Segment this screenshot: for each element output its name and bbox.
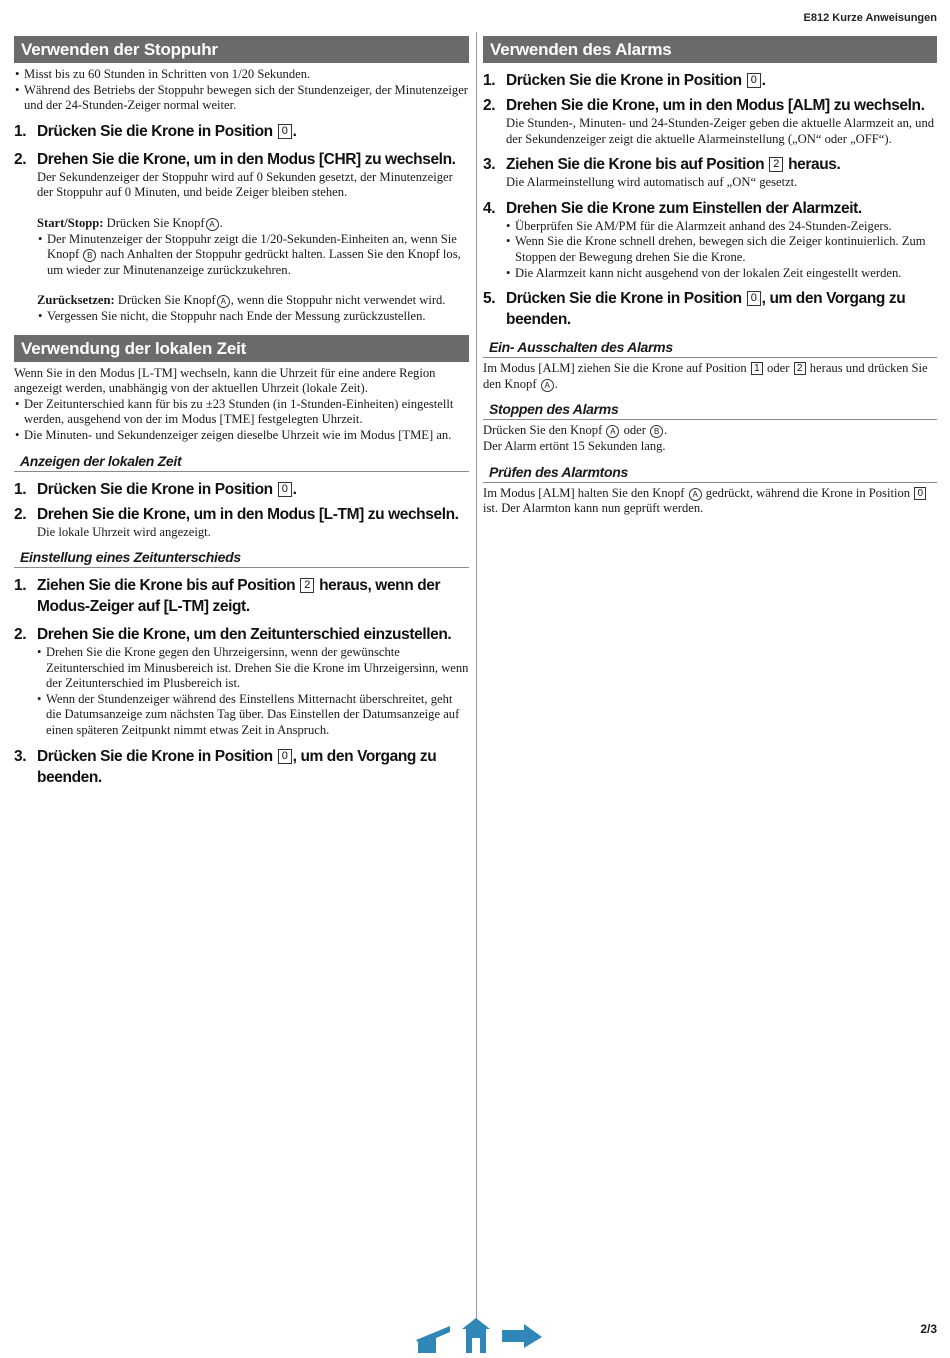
stopwatch-heading: Verwenden der Stoppuhr bbox=[14, 36, 469, 63]
button-a-icon: A bbox=[689, 488, 702, 501]
step-text: heraus, wenn der Modus-Zeiger auf [L-TM] zeigt. bbox=[37, 577, 441, 616]
paragraph-text: Drücken Sie den Knopf bbox=[483, 423, 603, 438]
show-local-time-subheading: Anzeigen der lokalen Zeit bbox=[14, 452, 469, 472]
crown-position-icon: 2 bbox=[769, 157, 783, 172]
step-description: Die Stunden-, Minuten- und 24-Stunden-Zeiger geben die aktuelle Alarmzeit an, und der Sekundenzeiger zeigt die aktuelle Alarmeinstellung („ON“ oder „OFF“). bbox=[506, 116, 935, 146]
button-a-icon: A bbox=[606, 425, 619, 438]
step-text: Ziehen Sie die Krone bis auf Position bbox=[37, 577, 296, 595]
sentence-end: . bbox=[554, 376, 558, 391]
crown-position-icon: 0 bbox=[747, 73, 761, 88]
button-a-icon: A bbox=[217, 295, 230, 308]
alarm-step-2 bbox=[483, 95, 937, 116]
stopwatch-bullets bbox=[14, 67, 469, 114]
step-end: . bbox=[292, 480, 297, 498]
step-number: 2. bbox=[483, 97, 496, 114]
alarm-step-4-bullets bbox=[505, 219, 937, 281]
step-description: Die lokale Uhrzeit wird angezeigt. bbox=[37, 524, 211, 539]
page-navigation bbox=[414, 1318, 544, 1353]
button-a-icon: A bbox=[541, 379, 554, 392]
step-number: 1. bbox=[14, 480, 27, 498]
crown-position-icon: 0 bbox=[914, 487, 926, 500]
start-stop-text: Drücken Sie Knopf bbox=[106, 215, 205, 230]
paragraph-text: gedrückt, während die Krone in Position bbox=[705, 485, 911, 500]
stopwatch-step-2-body bbox=[14, 170, 469, 325]
step-number: 3. bbox=[483, 156, 496, 174]
bullet-text: nach Anhalten der Stoppuhr gedrückt halten. Lassen Sie den Knopf los, um wieder zur Minutenanzeige zurückzukehren. bbox=[47, 247, 461, 277]
start-stop-line bbox=[37, 216, 469, 232]
step-number: 2. bbox=[14, 626, 27, 644]
reset-label: Zurücksetzen: bbox=[37, 293, 115, 308]
time-diff-step-2 bbox=[14, 624, 469, 645]
time-diff-step-2-bullets bbox=[36, 645, 469, 739]
list-item: • Wenn Sie die Krone schnell drehen, bewegen sich die Zeiger kontinuierlich. Zum Stoppen der Bewegung drehen Sie die Krone. bbox=[505, 234, 937, 265]
nav-icons bbox=[414, 1318, 544, 1353]
step-text: Drehen Sie die Krone, um den Zeitunterschied einzustellen. bbox=[37, 626, 452, 644]
step-text: Drücken Sie die Krone in Position bbox=[37, 480, 273, 498]
next-page-arrow-icon[interactable] bbox=[502, 1324, 542, 1348]
stopwatch-step-1 bbox=[14, 121, 469, 142]
step-text: Drehen Sie die Krone, um in den Modus [CHR] zu wechseln. bbox=[37, 150, 456, 168]
list-item: • Misst bis zu 60 Stunden in Schritten von 1/20 Sekunden. bbox=[14, 67, 469, 83]
check-alarm-subheading: Prüfen des Alarmtons bbox=[483, 463, 937, 483]
step-number: 1. bbox=[14, 122, 27, 140]
list-item bbox=[37, 232, 469, 279]
button-a-icon: A bbox=[206, 218, 219, 231]
paragraph-text: oder bbox=[623, 423, 646, 438]
crown-position-icon: 1 bbox=[751, 362, 763, 375]
step-number: 2. bbox=[14, 505, 27, 523]
page-number: 2/3 bbox=[920, 1322, 937, 1336]
step-text: Drehen Sie die Krone, um in den Modus [ALM] zu wechseln. bbox=[506, 97, 925, 114]
paragraph-text: Im Modus [ALM] ziehen Sie die Krone auf Position bbox=[483, 361, 747, 376]
list-item: • Überprüfen Sie AM/PM für die Alarmzeit anhand des 24-Stunden-Zeigers. bbox=[505, 219, 937, 235]
list-item: • Der Zeitunterschied kann für bis zu ±23 Stunden (in 1-Stunden-Einheiten) eingestellt werden, ausgehend von der im Modus [TME] festgelegten Uhrzeit. bbox=[14, 397, 469, 428]
crown-position-icon: 0 bbox=[278, 124, 292, 139]
paragraph-text: heraus und drücken Sie den Knopf bbox=[483, 361, 928, 391]
alarm-on-off-text bbox=[483, 361, 937, 392]
document-code: E812 Kurze Anweisungen bbox=[803, 12, 937, 24]
alarm-step-3-body bbox=[483, 175, 937, 191]
step-text: Drücken Sie die Krone in Position bbox=[37, 747, 273, 765]
crown-position-icon: 0 bbox=[747, 291, 761, 306]
list-item: • Wenn der Stundenzeiger während des Einstellens Mitternacht überschreitet, geht die Datumsanzeige zum nächsten Tag über. Das Einstellen der Datumsanzeige auf einen späteren Zeitpunkt nimmt etwas Zeit in Anspruch. bbox=[36, 692, 469, 739]
step-number: 3. bbox=[14, 747, 27, 765]
stop-alarm-subheading: Stoppen des Alarms bbox=[483, 400, 937, 420]
crown-position-icon: 2 bbox=[794, 362, 806, 375]
step-text: , um den Vorgang zu beenden. bbox=[37, 747, 437, 786]
list-item: • Vergessen Sie nicht, die Stoppuhr nach Ende der Messung zurückzustellen. bbox=[37, 309, 469, 325]
sentence-end: . bbox=[219, 215, 223, 230]
crown-position-icon: 2 bbox=[300, 578, 314, 593]
local-time-intro: Wenn Sie in den Modus [L-TM] wechseln, kann die Uhrzeit für eine andere Region angezeigt werden, unabhängig von der aktuellen Uhrzeit (lokale Zeit). bbox=[14, 365, 436, 396]
step-text: Drehen Sie die Krone zum Einstellen der Alarmzeit. bbox=[506, 199, 862, 217]
paragraph-text: oder bbox=[767, 361, 790, 376]
column-divider bbox=[476, 32, 477, 1320]
alarm-on-off-subheading: Ein- Ausschalten des Alarms bbox=[483, 338, 937, 358]
local-time-step-1 bbox=[14, 479, 469, 500]
time-difference-subheading: Einstellung eines Zeitunterschieds bbox=[14, 548, 469, 568]
list-item: • Während des Betriebs der Stoppuhr bewegen sich der Stundenzeiger, der Minutenzeiger und der 24-Stunden-Zeiger normal weiter. bbox=[14, 83, 469, 114]
list-item: • Die Alarmzeit kann nicht ausgehend von der lokalen Zeit eingestellt werden. bbox=[505, 266, 937, 282]
stop-alarm-duration: Der Alarm ertönt 15 Sekunden lang. bbox=[483, 438, 666, 453]
alarm-step-2-body bbox=[483, 116, 937, 147]
button-b-icon: B bbox=[83, 249, 96, 262]
button-b-icon: B bbox=[650, 425, 663, 438]
left-column bbox=[14, 36, 469, 788]
step-text: Drehen Sie die Krone, um in den Modus [L-TM] zu wechseln. bbox=[37, 505, 459, 523]
local-time-step-2-body bbox=[14, 525, 469, 541]
list-item: • Die Minuten- und Sekundenzeiger zeigen dieselbe Uhrzeit wie im Modus [TME] an. bbox=[14, 428, 469, 444]
step-description: Der Sekundenzeiger der Stoppuhr wird auf 0 Sekunden gesetzt, der Minutenzeiger der Stoppuhr auf 0 Minuten, und beide Zeiger bleiben stehen. bbox=[37, 169, 453, 200]
local-time-heading: Verwendung der lokalen Zeit bbox=[14, 335, 469, 362]
step-text: Drücken Sie die Krone in Position bbox=[37, 122, 273, 140]
step-number: 2. bbox=[14, 150, 27, 168]
local-time-step-2 bbox=[14, 504, 469, 525]
step-number: 1. bbox=[14, 577, 27, 595]
time-diff-step-3 bbox=[14, 746, 469, 788]
start-stop-label: Start/Stopp: bbox=[37, 215, 104, 230]
step-text: , um den Vorgang zu beenden. bbox=[506, 290, 906, 329]
alarm-step-5 bbox=[483, 288, 937, 330]
bullet-text: Der Minutenzeiger der Stoppuhr zeigt die 1/20-Sekunden-Einheiten an, wenn Sie Knopf bbox=[47, 231, 457, 262]
right-column bbox=[483, 36, 937, 517]
local-time-bullets bbox=[14, 397, 469, 444]
step-text: Drücken Sie die Krone in Position bbox=[506, 72, 742, 89]
list-item: • Drehen Sie die Krone gegen den Uhrzeigersinn, wenn der gewünschte Zeitunterschied im Minusbereich ist. Drehen Sie die Krone im Uhrzeigersinn, wenn der Zeitunterschied im Plusbereich ist. bbox=[36, 645, 469, 692]
step-end: . bbox=[292, 122, 297, 140]
reset-bullets bbox=[37, 309, 469, 325]
reset-text: Drücken Sie Knopf bbox=[117, 293, 216, 308]
step-text: Ziehen Sie die Krone bis auf Position bbox=[506, 156, 765, 174]
stop-alarm-text bbox=[483, 423, 937, 439]
crown-position-icon: 0 bbox=[278, 482, 292, 497]
alarm-step-3 bbox=[483, 154, 937, 175]
step-text: heraus. bbox=[788, 156, 841, 174]
paragraph-text: Im Modus [ALM] halten Sie den Knopf bbox=[483, 485, 685, 500]
alarm-step-1 bbox=[483, 70, 937, 91]
paragraph-text: ist. Der Alarmton kann nun geprüft werden. bbox=[483, 501, 704, 516]
step-number: 4. bbox=[483, 199, 496, 217]
alarm-heading: Verwenden des Alarms bbox=[483, 36, 937, 63]
alarm-step-4 bbox=[483, 198, 937, 219]
start-stop-bullets bbox=[37, 232, 469, 279]
sentence-end: . bbox=[664, 423, 668, 438]
reset-text: , wenn die Stoppuhr nicht verwendet wird. bbox=[230, 293, 446, 308]
crown-position-icon: 0 bbox=[278, 749, 292, 764]
step-text: Drücken Sie die Krone in Position bbox=[506, 290, 742, 308]
home-icon[interactable] bbox=[462, 1318, 490, 1353]
step-description: Die Alarmeinstellung wird automatisch auf „ON“ gesetzt. bbox=[506, 175, 798, 190]
check-alarm-text bbox=[483, 486, 937, 517]
reset-line bbox=[37, 293, 469, 309]
step-number: 5. bbox=[483, 290, 496, 308]
step-number: 1. bbox=[483, 72, 496, 89]
previous-page-arrow-icon[interactable] bbox=[416, 1326, 450, 1353]
stopwatch-step-2 bbox=[14, 149, 469, 170]
step-end: . bbox=[761, 72, 766, 89]
time-diff-step-1 bbox=[14, 575, 469, 617]
